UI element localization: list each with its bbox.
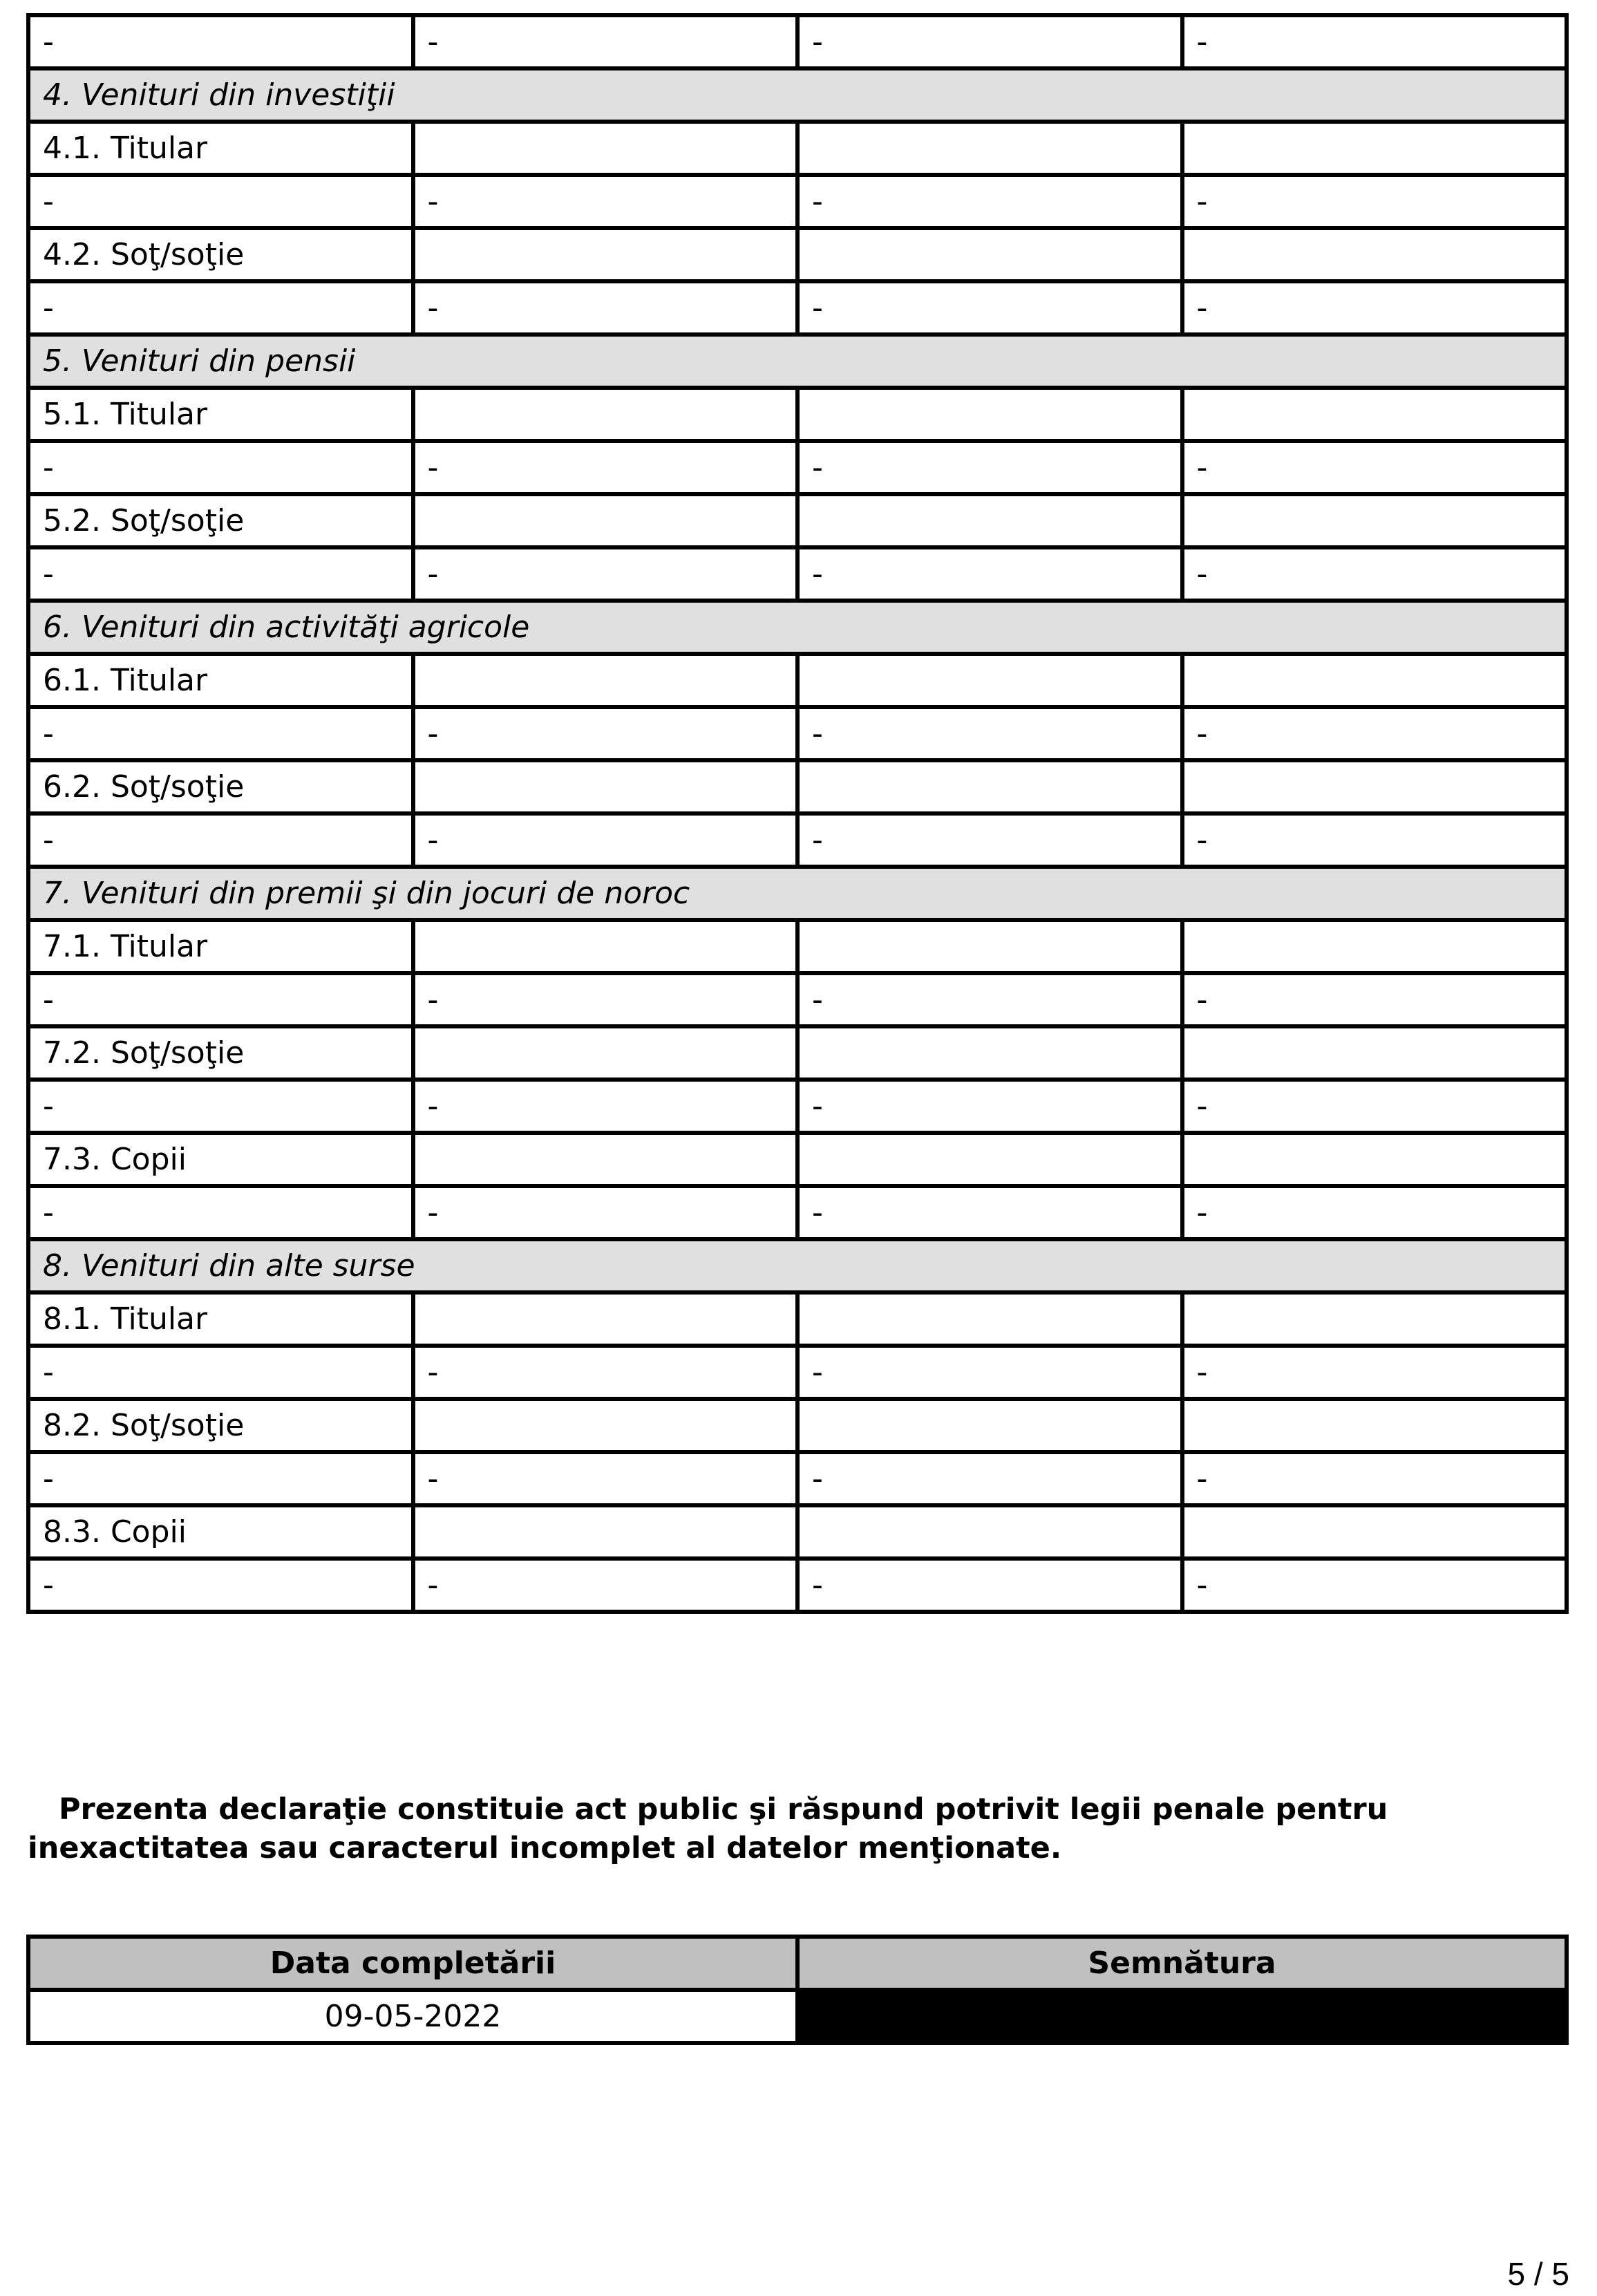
table-cell: - (28, 1186, 413, 1239)
table-row (28, 1292, 1567, 1346)
table-cell (413, 1505, 798, 1559)
table-cell: - (28, 1080, 413, 1133)
table-cell (413, 654, 798, 707)
table-row (28, 760, 1567, 813)
table-cell: 4.1. Titular (28, 122, 413, 175)
table-cell: - (413, 281, 798, 335)
table-cell: - (797, 707, 1182, 760)
section-header-row (28, 68, 1567, 122)
section-header-row (28, 867, 1567, 920)
table-cell (797, 388, 1182, 441)
table-row (28, 1346, 1567, 1399)
table-cell: - (28, 547, 413, 601)
redacted-signature (797, 1990, 1567, 2043)
table-cell: - (28, 1559, 413, 1612)
table-cell: - (28, 973, 413, 1026)
table-row (28, 228, 1567, 281)
table-cell (1182, 122, 1567, 175)
table-cell (413, 920, 798, 973)
table-cell (797, 1505, 1182, 1559)
table-cell (797, 122, 1182, 175)
table-row (28, 1559, 1567, 1612)
table-cell: - (28, 175, 413, 228)
date-header: Data completării (28, 1937, 797, 1990)
table-cell: - (1182, 441, 1567, 494)
section-header: 7. Venituri din premii şi din jocuri de noroc (28, 867, 1567, 920)
table-cell: - (797, 1559, 1182, 1612)
table-cell: - (797, 1080, 1182, 1133)
table-cell (1182, 1399, 1567, 1452)
table-cell (413, 760, 798, 813)
table-cell: - (1182, 1452, 1567, 1505)
table-cell (1182, 1133, 1567, 1186)
table-row (28, 1186, 1567, 1239)
table-cell (1182, 228, 1567, 281)
table-cell: 7.2. Soţ/soţie (28, 1026, 413, 1080)
table-cell (797, 920, 1182, 973)
completion-date: 09-05-2022 (28, 1990, 797, 2043)
table-cell (413, 388, 798, 441)
table-row (28, 1026, 1567, 1080)
section-header-row (28, 335, 1567, 388)
page-number: 5 / 5 (1507, 2256, 1569, 2292)
table-cell: - (797, 1346, 1182, 1399)
table-cell: - (413, 1559, 798, 1612)
table-cell: - (28, 441, 413, 494)
table-cell (797, 1026, 1182, 1080)
table-cell: - (797, 813, 1182, 867)
table-cell: - (413, 1186, 798, 1239)
table-cell: 8.1. Titular (28, 1292, 413, 1346)
table-cell: - (797, 1186, 1182, 1239)
table-cell (1182, 920, 1567, 973)
table-cell: - (1182, 813, 1567, 867)
table-cell: - (1182, 547, 1567, 601)
table-cell (797, 1292, 1182, 1346)
table-cell: - (797, 175, 1182, 228)
table-row (28, 281, 1567, 335)
table-cell: - (28, 707, 413, 760)
table-cell: - (1182, 1346, 1567, 1399)
table-row (28, 122, 1567, 175)
table-cell: - (413, 973, 798, 1026)
table-cell: 7.1. Titular (28, 920, 413, 973)
table-cell: - (1182, 1080, 1567, 1133)
table-row (28, 547, 1567, 601)
table-cell: - (413, 1452, 798, 1505)
table-cell: 8.2. Soţ/soţie (28, 1399, 413, 1452)
table-cell: 7.3. Copii (28, 1133, 413, 1186)
table-cell (797, 654, 1182, 707)
table-cell: - (797, 15, 1182, 68)
table-cell: 6.1. Titular (28, 654, 413, 707)
table-cell: - (1182, 1186, 1567, 1239)
table-cell: 5.2. Soţ/soţie (28, 494, 413, 547)
table-row (28, 813, 1567, 867)
table-cell: 4.2. Soţ/soţie (28, 228, 413, 281)
table-cell (797, 228, 1182, 281)
table-row (28, 654, 1567, 707)
table-cell (797, 1133, 1182, 1186)
table-row (28, 707, 1567, 760)
table-cell (413, 228, 798, 281)
table-cell: - (413, 813, 798, 867)
table-cell: - (797, 973, 1182, 1026)
table-row (28, 494, 1567, 547)
table-cell (413, 1133, 798, 1186)
table-row (28, 15, 1567, 68)
table-cell: - (797, 1452, 1182, 1505)
table-cell (797, 494, 1182, 547)
table-row (28, 1452, 1567, 1505)
table-cell (1182, 654, 1567, 707)
table-cell (413, 1292, 798, 1346)
table-cell: - (797, 547, 1182, 601)
table-cell: - (1182, 973, 1567, 1026)
table-cell: - (413, 15, 798, 68)
table-row (28, 388, 1567, 441)
table-cell (1182, 388, 1567, 441)
table-cell (1182, 1505, 1567, 1559)
table-cell: - (1182, 15, 1567, 68)
table-cell (413, 122, 798, 175)
table-cell: - (413, 547, 798, 601)
table-row (28, 1399, 1567, 1452)
signature-header: Semnătura (797, 1937, 1567, 1990)
table-cell: - (1182, 281, 1567, 335)
section-header-row (28, 601, 1567, 654)
table-row (28, 175, 1567, 228)
section-header: 6. Venituri din activităţi agricole (28, 601, 1567, 654)
table-cell (413, 1399, 798, 1452)
income-table (26, 13, 1569, 1614)
section-header-row (28, 1239, 1567, 1292)
declaration-statement: Prezenta declaraţie constituie act public şi răspund potrivit legii penale pentru inexactitatea sau caracterul incomplet al datelor menţionate. (28, 1792, 1388, 1865)
table-cell: - (1182, 175, 1567, 228)
table-row (28, 441, 1567, 494)
table-cell (1182, 494, 1567, 547)
table-cell (797, 760, 1182, 813)
section-header: 4. Venituri din investiţii (28, 68, 1567, 122)
signature-table-value-row (28, 1990, 1567, 2043)
table-cell (413, 1026, 798, 1080)
table-cell: - (1182, 707, 1567, 760)
table-cell: - (413, 175, 798, 228)
table-cell: 8.3. Copii (28, 1505, 413, 1559)
table-cell: - (797, 281, 1182, 335)
table-cell: - (413, 1346, 798, 1399)
signature-table-header-row (28, 1937, 1567, 1990)
section-header: 8. Venituri din alte surse (28, 1239, 1567, 1292)
table-row (28, 1080, 1567, 1133)
table-cell: - (1182, 1559, 1567, 1612)
table-cell: - (413, 441, 798, 494)
table-cell: - (28, 15, 413, 68)
section-header: 5. Venituri din pensii (28, 335, 1567, 388)
table-cell: - (28, 1452, 413, 1505)
table-cell: - (413, 1080, 798, 1133)
table-cell: - (797, 441, 1182, 494)
table-row (28, 1505, 1567, 1559)
table-cell (413, 494, 798, 547)
table-cell: 5.1. Titular (28, 388, 413, 441)
signature-table (26, 1935, 1569, 2045)
table-cell (1182, 1292, 1567, 1346)
table-cell (1182, 1026, 1567, 1080)
table-cell: - (28, 813, 413, 867)
table-cell (797, 1399, 1182, 1452)
table-cell: - (28, 281, 413, 335)
table-cell: 6.2. Soţ/soţie (28, 760, 413, 813)
table-cell (1182, 760, 1567, 813)
table-cell: - (413, 707, 798, 760)
table-row (28, 920, 1567, 973)
table-cell: - (28, 1346, 413, 1399)
table-row (28, 973, 1567, 1026)
table-row (28, 1133, 1567, 1186)
